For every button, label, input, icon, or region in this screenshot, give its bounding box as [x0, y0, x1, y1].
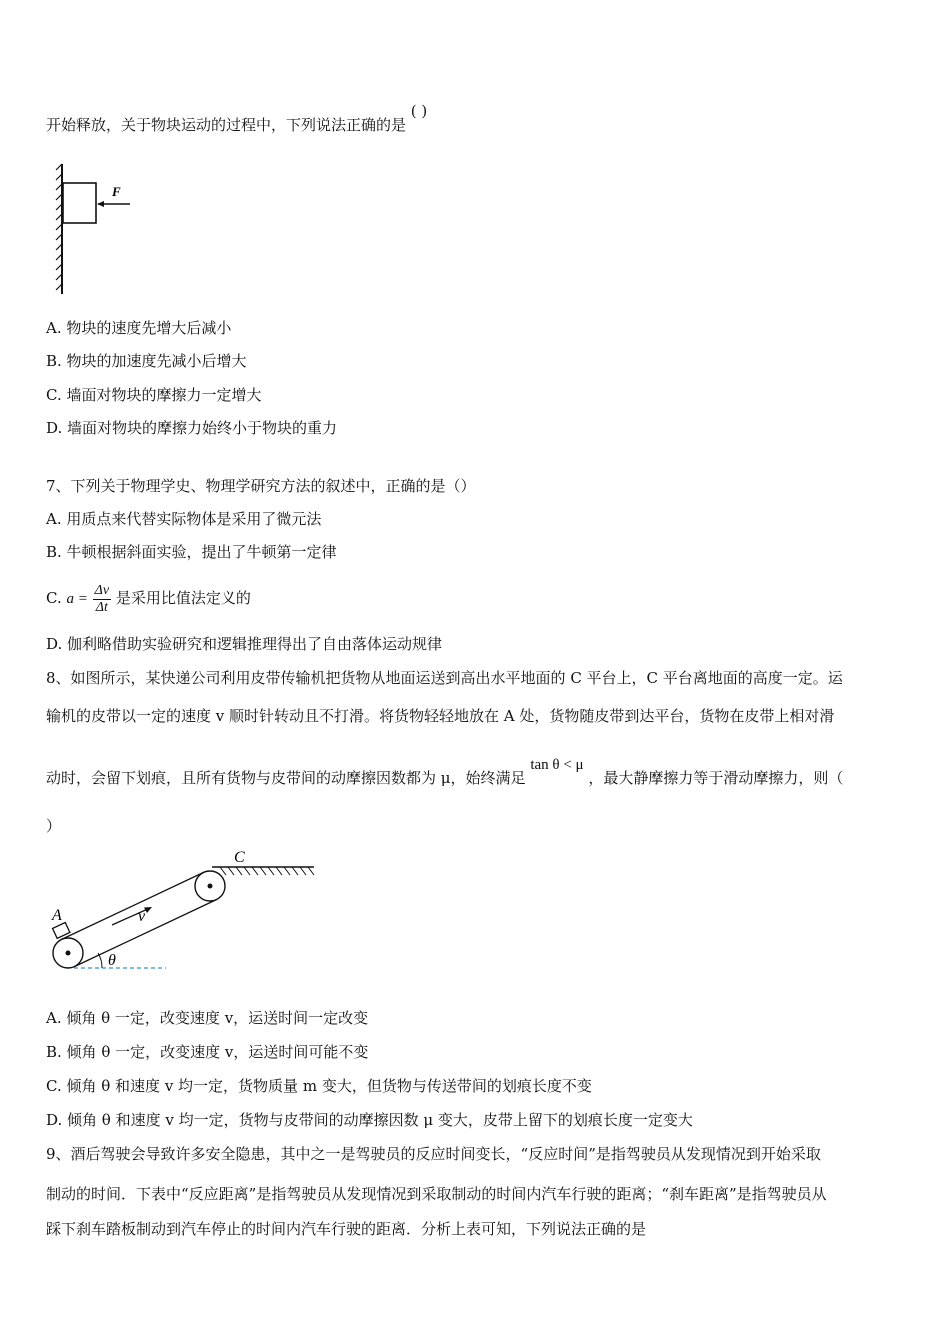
- q9-stem-line3: 踩下刹车踏板制动到汽车停止的时间内汽车行驶的距离．分析上表可知，下列说法正确的是: [46, 1220, 647, 1238]
- q8-option-a: A. 倾角 θ 一定，改变速度 v，运送时间一定改变: [46, 1009, 369, 1027]
- q8-stem-line3: [46, 757, 844, 789]
- q8-option-b: B. 倾角 θ 一定，改变速度 v，运送时间可能不变: [46, 1043, 369, 1061]
- q6-option-d: D. 墙面对物块的摩擦力始终小于物块的重力: [46, 419, 338, 437]
- q7-stem: 7、下列关于物理学史、物理学研究方法的叙述中，正确的是（）: [46, 477, 476, 495]
- q9-stem-line1: 9、酒后驾驶会导致许多安全隐患，其中之一是驾驶员的反应时间变长，“反应时间”是指驾驶员从发现情况到开始采取: [46, 1145, 821, 1163]
- acceleration-fraction: [93, 583, 111, 616]
- wall-block-figure: [50, 160, 140, 300]
- belt-top: [62, 872, 204, 939]
- q8-stem-line4: ）: [46, 817, 62, 835]
- q7-option-c-suffix: 是采用比值法定义的: [115, 589, 251, 607]
- q8-inequality-formula: tan θ < μ: [530, 757, 584, 773]
- q6-option-c: C. 墙面对物块的摩擦力一定增大: [46, 386, 262, 404]
- acceleration-formula-lhs: a =: [66, 591, 88, 607]
- q7-option-b: B. 牛顿根据斜面实验，提出了牛顿第一定律: [46, 543, 337, 561]
- conveyor-belt-figure: [40, 845, 330, 980]
- label-v: v: [138, 908, 146, 925]
- q6-stem-tail: [46, 102, 428, 135]
- q8-option-d: D. 倾角 θ 和速度 v 均一定，货物与皮带间的动摩擦因数 μ 变大，皮带上留下的划痕长度一定变大: [46, 1111, 693, 1129]
- q7-option-a: A. 用质点来代替实际物体是采用了微元法: [46, 510, 322, 528]
- label-a: A: [52, 907, 62, 924]
- fraction-denominator: Δt: [95, 599, 108, 615]
- q6-option-b: B. 物块的加速度先减小后增大: [46, 352, 247, 370]
- q8-stem-line2: 输机的皮带以一定的速度 v 顺时针转动且不打滑。将货物轻轻地放在 A 处，货物随皮带到达平台，货物在皮带上相对滑: [46, 707, 835, 725]
- force-label: F: [112, 184, 121, 199]
- q8-stem-line1: 8、如图所示，某快递公司利用皮带传输机把货物从地面运送到高出水平地面的 C 平台上，C 平台离地面的高度一定。运: [46, 669, 843, 687]
- q8-option-c: C. 倾角 θ 和速度 v 均一定，货物质量 m 变大，但货物与传送带间的划痕长度不变: [46, 1077, 592, 1095]
- q6-option-a: A. 物块的速度先增大后减小: [46, 319, 232, 337]
- q8-stem-line3-b: ，最大静摩擦力等于滑动摩擦力，则（: [588, 769, 844, 787]
- q7-option-c: [46, 578, 251, 619]
- label-c: C: [234, 849, 245, 866]
- fraction-numerator: Δv: [94, 582, 110, 598]
- q7-option-c-prefix: C.: [46, 589, 67, 607]
- q6-answer-paren: ( ): [410, 102, 428, 120]
- q8-stem-line3-a: 动时，会留下划痕，且所有货物与皮带间的动摩擦因数都为 μ，始终满足: [46, 769, 526, 787]
- platform-hatching: [220, 867, 314, 875]
- q7-option-d: D. 伽利略借助实验研究和逻辑推理得出了自由落体运动规律: [46, 635, 443, 653]
- block: [63, 183, 96, 223]
- label-theta: θ: [108, 952, 116, 969]
- q9-stem-line2: 制动的时间．下表中“反应距离”是指驾驶员从发现情况到采取制动的时间内汽车行驶的距离；“刹车距离”是指驾驶员从: [46, 1185, 827, 1203]
- q6-stem-text: 开始释放，关于物块运动的过程中，下列说法正确的是: [46, 116, 407, 134]
